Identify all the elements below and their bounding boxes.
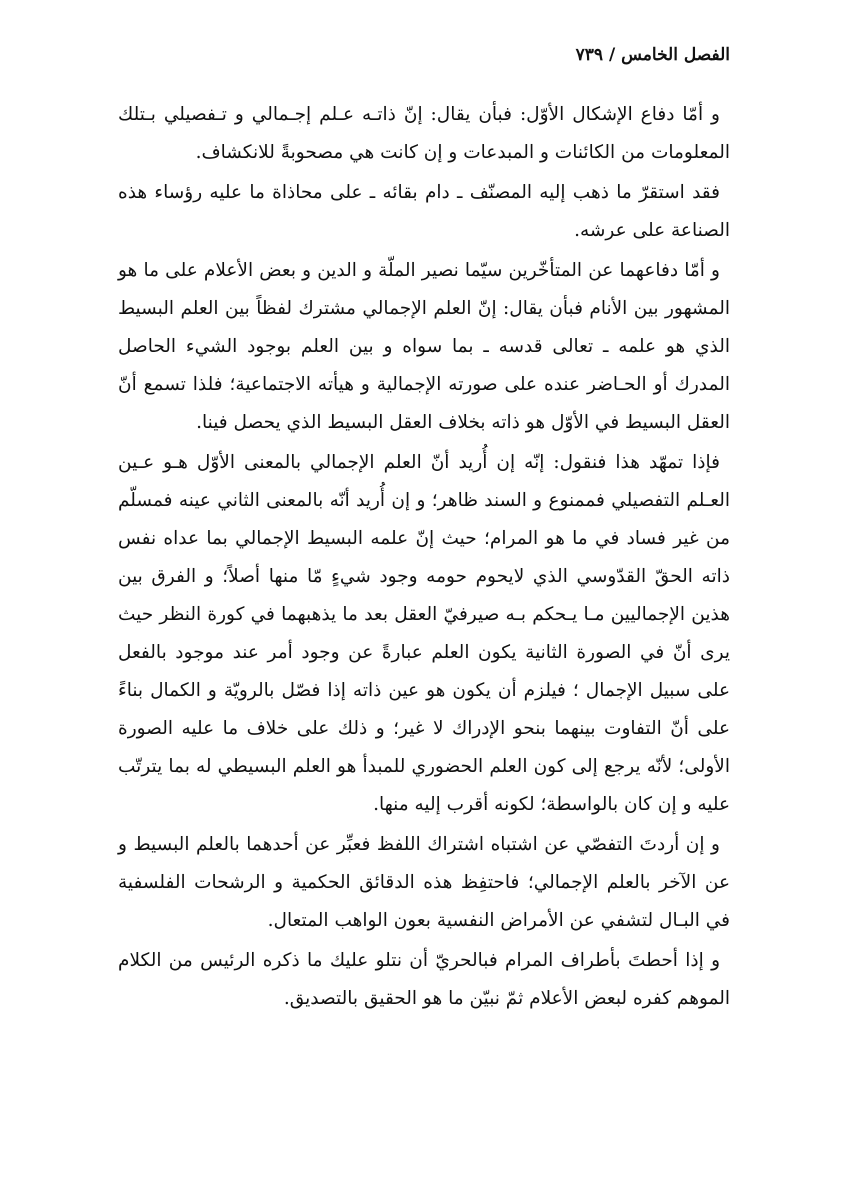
paragraph-4: فإذا تمهّد هذا فنقول: إنّه إن أُريد أنّ العلم الإجمالي بالمعنى الأوّل هـو عـين العـلم التفصيلي فممنوع و السند ظاهر؛ و إن أُريد أنّه بالمعنى الثاني عينه فمسلّم من غير فساد في ما هو المرام؛ حيث إنّ علمه البسيط الإجمالي بما عداه نفس ذاته الحقّ القدّوسي الذي لايحوم حومه وجود شيءٍ مّا منها أصلاً؛ و الفرق بين هذين الإجماليين مـا يـحكم بـه صيرفيّ العقل بعد ما يذهبهما في كورة النظر حيث يرى أنّ في الصورة الثانية يكون العلم عبارةً عن وجود أمر عند موجود بالفعل على سبيل الإجمال ؛ فيلزم أن يكون هو عين ذاته إذا فصّل بالرويّة و الكمال بناءً على أنّ التفاوت بينهما بنحو الإدراك لا غير؛ و ذلك على خلاف ما عليه الصورة الأولى؛ لأنّه يرجع إلى كون العلم الحضوري للمبدأ هو العلم البسيطي له بما يترتّب عليه و إن كان بالواسطة؛ لكونه أقرب إليه منها.	[118, 452, 730, 815]
paragraph-6: و إذا أحطتَ بأطراف المرام فبالحريّ أن نتلو عليك ما ذكره الرئيس من الكلام الموهم كفره لبعض الأعلام ثمّ نبيّن ما هو الحقيق بالتصديق.	[118, 950, 730, 1009]
paragraph-5: و إن أردتَ التفصّي عن اشتباه اشتراك اللفظ فعبِّر عن أحدهما بالعلم البسيط و عن الآخر بالعلم الإجمالي؛ فاحتفِظ هذه الدقائق الحكمية و الرشحات الفلسفية في البـال لتشفي عن الأمراض النفسية بعون الواهب المتعال.	[118, 834, 730, 931]
body-text	[118, 96, 730, 1020]
paragraph-3: و أمّا دفاعهما عن المتأخّرين سيّما نصير الملّة و الدين و بعض الأعلام على ما هو المشهور بين الأنام فبأن يقال: إنّ العلم الإجمالي مشترك لفظاً بين العلم البسيط الذي هو علمه ـ تعالى قدسه ـ بما سواه و بين العلم بوجود الشيء الحاصل المدرك أو الحـاضر عنده على صورته الإجمالية و هيأته الاجتماعية؛ فلذا تسمع أنّ العقل البسيط في الأوّل هو ذاته بخلاف العقل البسيط الذي يحصل فينا.	[118, 260, 730, 433]
running-header: الفصل الخامس / ٧٣٩	[575, 45, 730, 65]
paragraph-1: و أمّا دفاع الإشكال الأوّل: فبأن يقال: إنّ ذاتـه عـلم إجـمالي و تـفصيلي بـتلك المعلومات من الكائنات و المبدعات و إن كانت هي مصحوبةً للانكشاف.	[118, 104, 730, 163]
paragraph-2: فقد استقرّ ما ذهب إليه المصنّف ـ دام بقائه ـ على محاذاة ما عليه رؤساء هذه الصناعة على عرشه.	[118, 182, 730, 241]
